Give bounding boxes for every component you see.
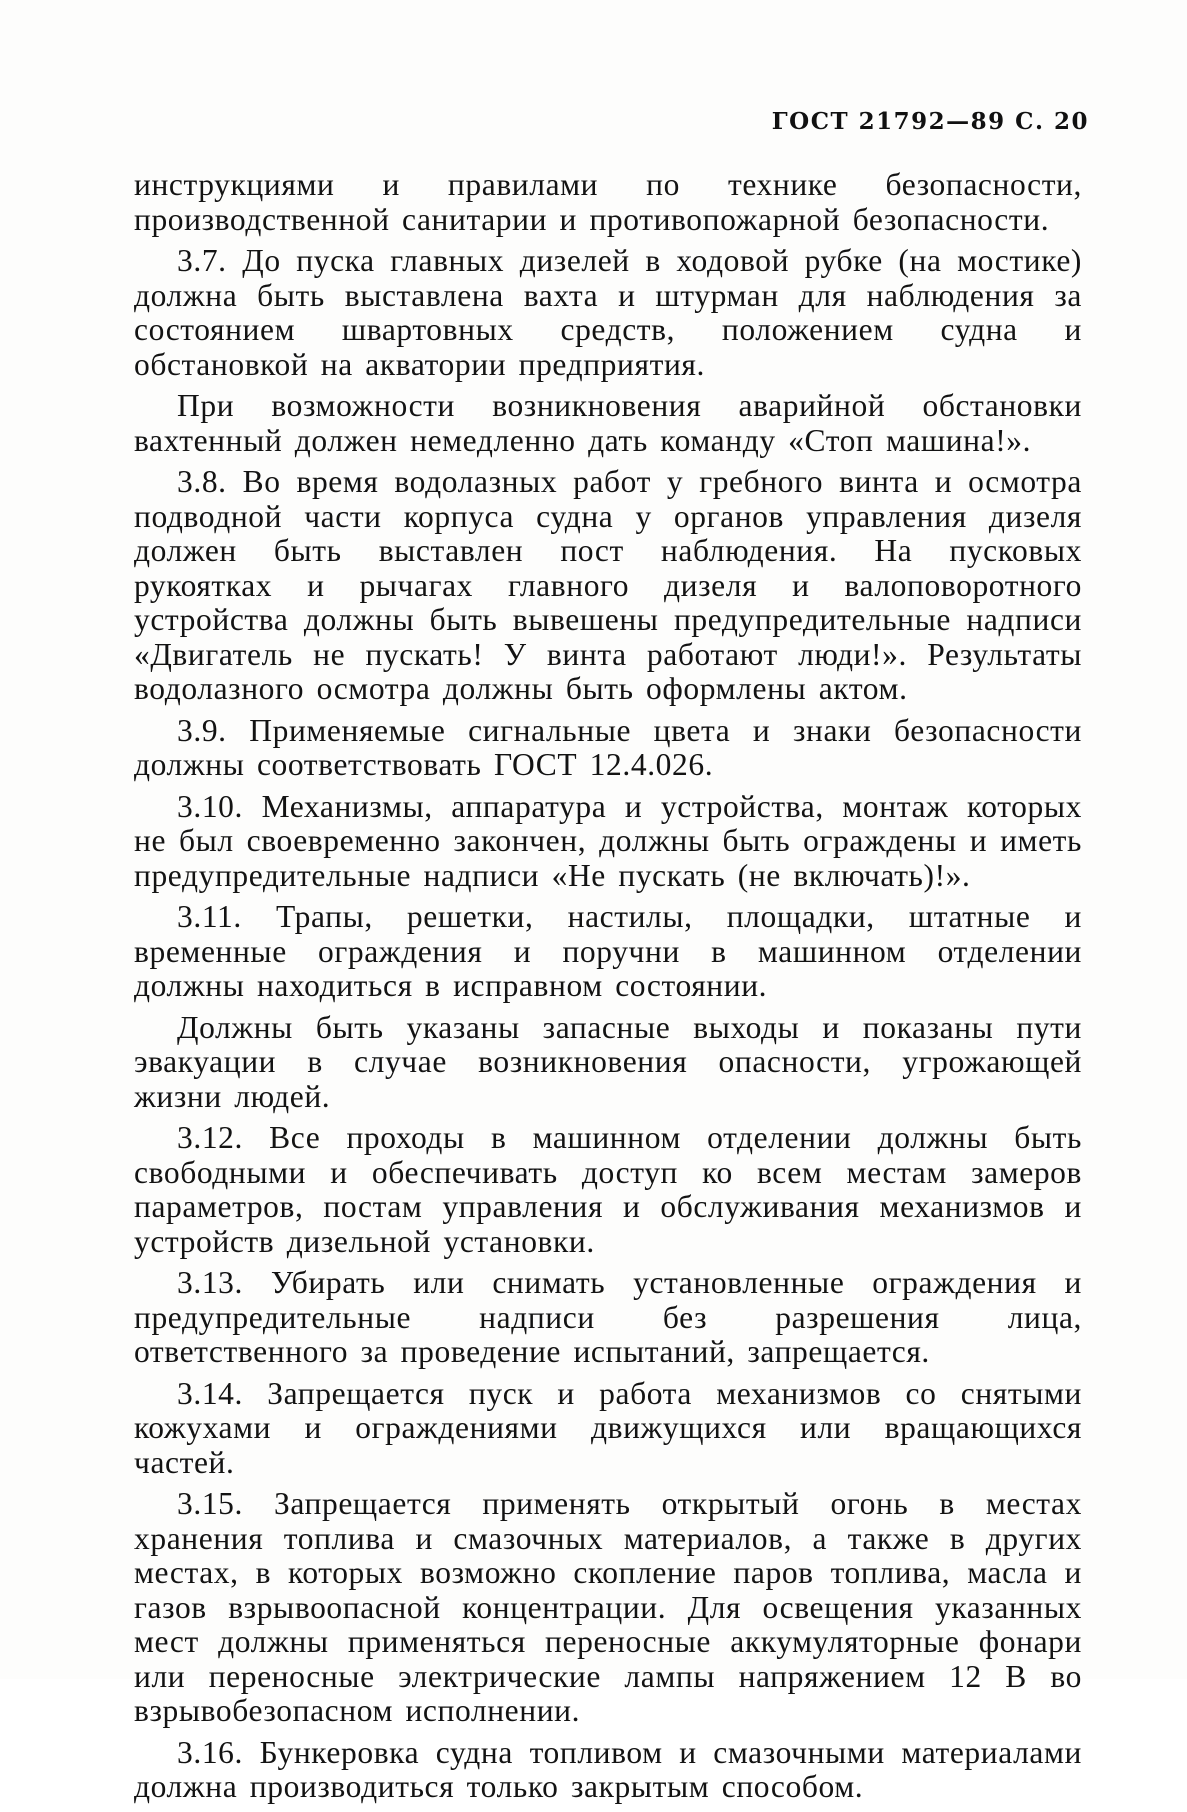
paragraph-3-15: 3.15. Запрещается применять открытый огонь в местах хранения топлива и смазочных материалов, а также в других местах, в которых возможно скопление паров топлива, масла и газов взрывоопасной концентрации. Для освещения указанных мест должны применяться переносные аккумуляторные фонари или переносные электрические лампы напряжением 12 В во взрывобезопасном исполнении.: [134, 1486, 1082, 1728]
paragraph-3-7: 3.7. До пуска главных дизелей в ходовой рубке (на мостике) должна быть выставлена вахта и штурман для наблюдения за состоянием швартовных средств, положением судна и обстановкой на акватории предприятия.: [134, 243, 1082, 382]
paragraph-3-11-note: Должны быть указаны запасные выходы и показаны пути эвакуации в случае возникновения опасности, угрожающей жизни людей.: [134, 1009, 1082, 1114]
paragraph-3-9: 3.9. Применяемые сигнальные цвета и знаки безопасности должны соответствовать ГОСТ 12.4.026.: [134, 712, 1082, 782]
paragraph-3-10: 3.10. Механизмы, аппаратура и устройства, монтаж которых не был своевременно закончен, должны быть ограждены и иметь предупредительные надписи «Не пускать (не включать)!».: [134, 788, 1082, 893]
paragraph-3-11: 3.11. Трапы, решетки, настилы, площадки, штатные и временные ограждения и поручни в машинном отделении должны находиться в исправном состоянии.: [134, 899, 1082, 1003]
paragraph-3-12: 3.12. Все проходы в машинном отделении должны быть свободными и обеспечивать доступ ко всем местам замеров параметров, постам управления и обслуживания механизмов и устройств дизельной установки.: [134, 1120, 1082, 1259]
paragraph-3-16: 3.16. Бункеровка судна топливом и смазочными материалами должна производиться только закрытым способом.: [134, 1734, 1082, 1804]
paragraph-3-7-note: При возможности возникновения аварийной обстановки вахтенный должен немедленно дать команду «Стоп машина!».: [134, 388, 1082, 458]
document-body: [134, 168, 1082, 1812]
paragraph-continuation: инструкциями и правилами по технике безопасности, производственной санитарии и противопожарной безопасности.: [134, 167, 1082, 237]
paragraph-3-8: 3.8. Во время водолазных работ у гребного винта и осмотра подводной части корпуса судна у органов управления дизеля должен быть выставлен пост наблюдения. На пусковых рукоятках и рычагах главного дизеля и валоповоротного устройства должны быть вывешены предупредительные надписи «Двигатель не пускать! У винта работают люди!». Результаты водолазного осмотра должны быть оформлены актом.: [134, 464, 1082, 706]
paragraph-3-14: 3.14. Запрещается пуск и работа механизмов со снятыми кожухами и ограждениями движущихся или вращающихся частей.: [134, 1375, 1082, 1480]
page-header: ГОСТ 21792—89 С. 20: [771, 108, 1089, 135]
paragraph-3-13: 3.13. Убирать или снимать установленные ограждения и предупредительные надписи без разрешения лица, ответственного за проведение испытаний, запрещается.: [134, 1265, 1082, 1369]
